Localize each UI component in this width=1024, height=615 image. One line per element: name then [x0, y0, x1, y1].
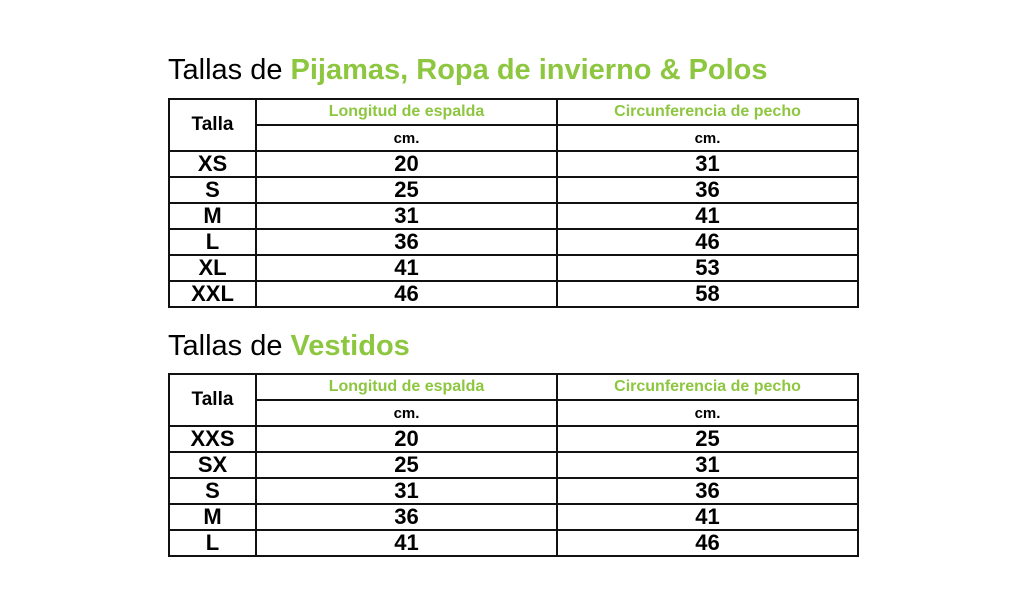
- chest-cell: 41: [557, 203, 858, 229]
- unit-chest-circumference: cm.: [557, 400, 858, 426]
- header-back-length: Longitud de espalda: [256, 99, 557, 125]
- chest-cell: 25: [557, 426, 858, 452]
- chest-cell: 46: [557, 530, 858, 556]
- table-row: [169, 281, 858, 307]
- unit-chest-circumference: cm.: [557, 125, 858, 151]
- section-title-prefix: Tallas de: [168, 330, 291, 362]
- header-chest-circumference: Circunferencia de pecho: [557, 374, 858, 400]
- table-row: [169, 452, 858, 478]
- table-row: [169, 426, 858, 452]
- size-cell: XS: [169, 151, 256, 177]
- back-length-cell: 20: [256, 426, 557, 452]
- back-length-cell: 20: [256, 151, 557, 177]
- size-cell: SX: [169, 452, 256, 478]
- back-length-cell: 36: [256, 504, 557, 530]
- size-cell: XXS: [169, 426, 256, 452]
- table-row: [169, 177, 858, 203]
- size-cell: XXL: [169, 281, 256, 307]
- unit-back-length: cm.: [256, 400, 557, 426]
- table-row: [169, 151, 858, 177]
- header-size: Talla: [169, 374, 256, 426]
- back-length-cell: 31: [256, 203, 557, 229]
- table-row: [169, 504, 858, 530]
- header-back-length: Longitud de espalda: [256, 374, 557, 400]
- unit-back-length: cm.: [256, 125, 557, 151]
- chest-cell: 31: [557, 151, 858, 177]
- section-title-pajamas: [168, 53, 768, 87]
- section-title-prefix: Tallas de: [168, 54, 291, 86]
- header-size: Talla: [169, 99, 256, 151]
- back-length-cell: 46: [256, 281, 557, 307]
- size-cell: M: [169, 504, 256, 530]
- chest-cell: 46: [557, 229, 858, 255]
- back-length-cell: 41: [256, 530, 557, 556]
- table-row: [169, 530, 858, 556]
- size-table-pajamas: [168, 98, 859, 308]
- size-cell: XL: [169, 255, 256, 281]
- chest-cell: 41: [557, 504, 858, 530]
- chest-cell: 36: [557, 478, 858, 504]
- chest-cell: 36: [557, 177, 858, 203]
- chest-cell: 58: [557, 281, 858, 307]
- size-cell: L: [169, 229, 256, 255]
- back-length-cell: 31: [256, 478, 557, 504]
- header-chest-circumference: Circunferencia de pecho: [557, 99, 858, 125]
- section-title-accent: Pijamas, Ropa de invierno & Polos: [290, 54, 768, 86]
- back-length-cell: 41: [256, 255, 557, 281]
- size-table-dresses: [168, 373, 859, 557]
- table-row: [169, 203, 858, 229]
- section-title-dresses: [168, 329, 410, 363]
- table-row: [169, 229, 858, 255]
- back-length-cell: 36: [256, 229, 557, 255]
- back-length-cell: 25: [256, 177, 557, 203]
- chest-cell: 53: [557, 255, 858, 281]
- back-length-cell: 25: [256, 452, 557, 478]
- chest-cell: 31: [557, 452, 858, 478]
- section-title-accent: Vestidos: [290, 330, 410, 362]
- table-row: [169, 478, 858, 504]
- size-cell: S: [169, 478, 256, 504]
- size-cell: S: [169, 177, 256, 203]
- size-cell: M: [169, 203, 256, 229]
- table-row: [169, 255, 858, 281]
- size-cell: L: [169, 530, 256, 556]
